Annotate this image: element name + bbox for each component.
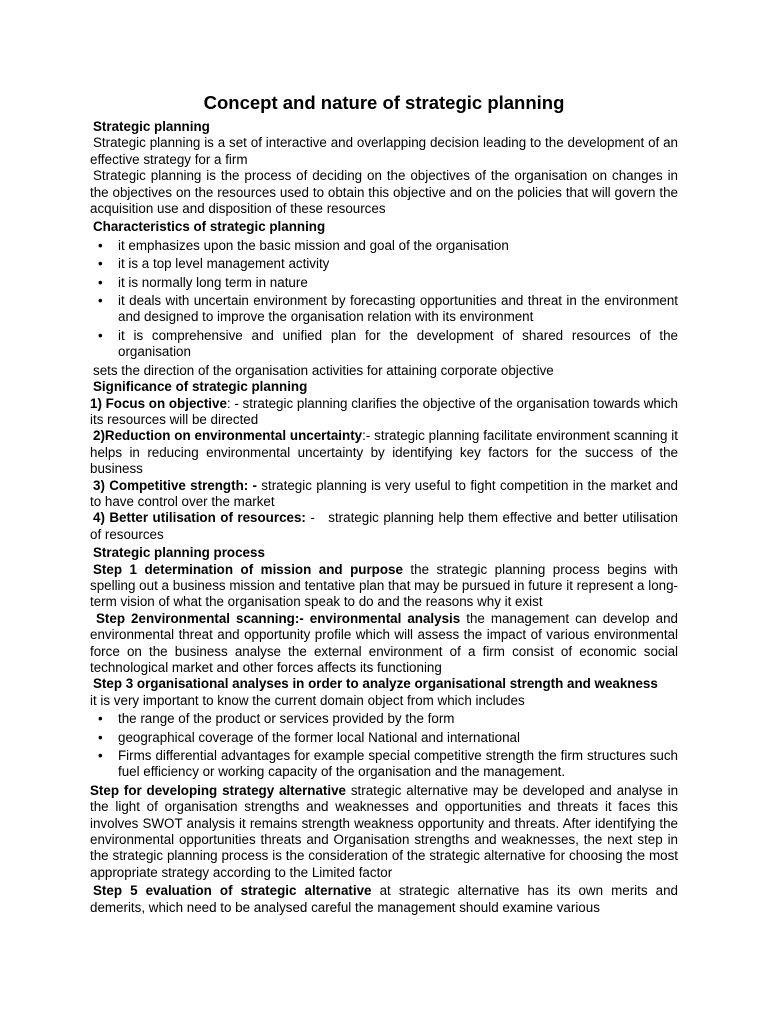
significance-item-3: 3) Competitive strength: - strategic planning is very useful to fight competition in the market and to have control over the market bbox=[90, 477, 679, 509]
list-item: • Firms differential advantages for example special competitive strength the firm structures such fuel efficiency or working capacity of the organisation and the management. bbox=[118, 748, 678, 781]
section-heading-significance: Significance of strategic planning bbox=[93, 379, 308, 395]
process-step-3-text: it is very important to know the current domain object from which includes bbox=[90, 692, 525, 708]
organisational-analysis-list bbox=[90, 711, 678, 781]
list-item: • it is comprehensive and unified plan for the development of shared resources of the organisation bbox=[118, 328, 678, 361]
section-heading-process: Strategic planning process bbox=[93, 545, 265, 561]
significance-item-4: 4) Better utilisation of resources: - strategic planning help them effective and better utilisation of resources bbox=[90, 510, 682, 542]
section-heading-strategic-planning: Strategic planning bbox=[93, 119, 210, 134]
list-item: • geographical coverage of the former local National and international bbox=[118, 730, 678, 746]
list-item: • it is a top level management activity bbox=[118, 256, 678, 272]
significance-item-2: 2)Reduction on environmental uncertainty:- strategic planning facilitate environment scanning it helps in reducing environmental uncertainty by identifying key factors for the success of the business bbox=[90, 428, 678, 477]
process-step-5: Step 5 evaluation of strategic alternative at strategic alternative has its own merits and demerits, which need to be analysed careful the management should examine various bbox=[90, 883, 678, 915]
paragraph-direction: sets the direction of the organisation activities for attaining corporate objective bbox=[93, 362, 554, 378]
list-item: • the range of the product or services provided by the form bbox=[118, 711, 678, 727]
process-step-2: Step 2environmental scanning:- environmental analysis the management can develop and environmental threat and opportunity profile which will assess the impact of various environmental force on the business analyse the external environment of a firm consist of economic social technological market and other forces affects its functioning bbox=[90, 610, 679, 675]
characteristics-list bbox=[90, 238, 678, 361]
section-heading-characteristics: Characteristics of strategic planning bbox=[93, 219, 326, 235]
paragraph-definition-2: Strategic planning is the process of deciding on the objectives of the organisation on changes in the objectives on the resources used to obtain this objective and on the policies that will govern the acquisition use and disposition of these resources bbox=[90, 168, 678, 217]
list-item: • it emphasizes upon the basic mission and goal of the organisation bbox=[118, 238, 678, 254]
process-step-1: Step 1 determination of mission and purpose the strategic planning process begins with spelling out a business mission and tentative plan that may be pursued in future it represent a long-term vision of what the organisation speak to do and the reasons why it exist bbox=[90, 561, 678, 610]
process-step-3-heading: Step 3 organisational analyses in order to analyze organisational strength and weakness bbox=[93, 676, 658, 692]
page-title: Concept and nature of strategic planning bbox=[203, 92, 565, 113]
process-step-4: Step for developing strategy alternative strategic alternative may be developed and analyse in the light of organisation strengths and weaknesses and opportunities and threats it faces this involves SWOT analysis it remains strength weakness opportunity and threats. After identifying the environmental opportunities threats and Organisation strengths and weaknesses, the next step in the strategic planning process is the consideration of the strategic alternative for choosing the most appropriate strategy according to the Limited factor bbox=[90, 782, 679, 880]
list-item: • it deals with uncertain environment by forecasting opportunities and threat in the environment and designed to improve the organisation relation with its environment bbox=[118, 293, 678, 326]
list-item: • it is normally long term in nature bbox=[118, 275, 678, 291]
paragraph-definition-1: Strategic planning is a set of interactive and overlapping decision leading to the development of an effective strategy for a firm bbox=[90, 135, 678, 167]
significance-item-1: 1) Focus on objective: - strategic planning clarifies the objective of the organisation towards which its resources will be directed bbox=[90, 395, 678, 427]
